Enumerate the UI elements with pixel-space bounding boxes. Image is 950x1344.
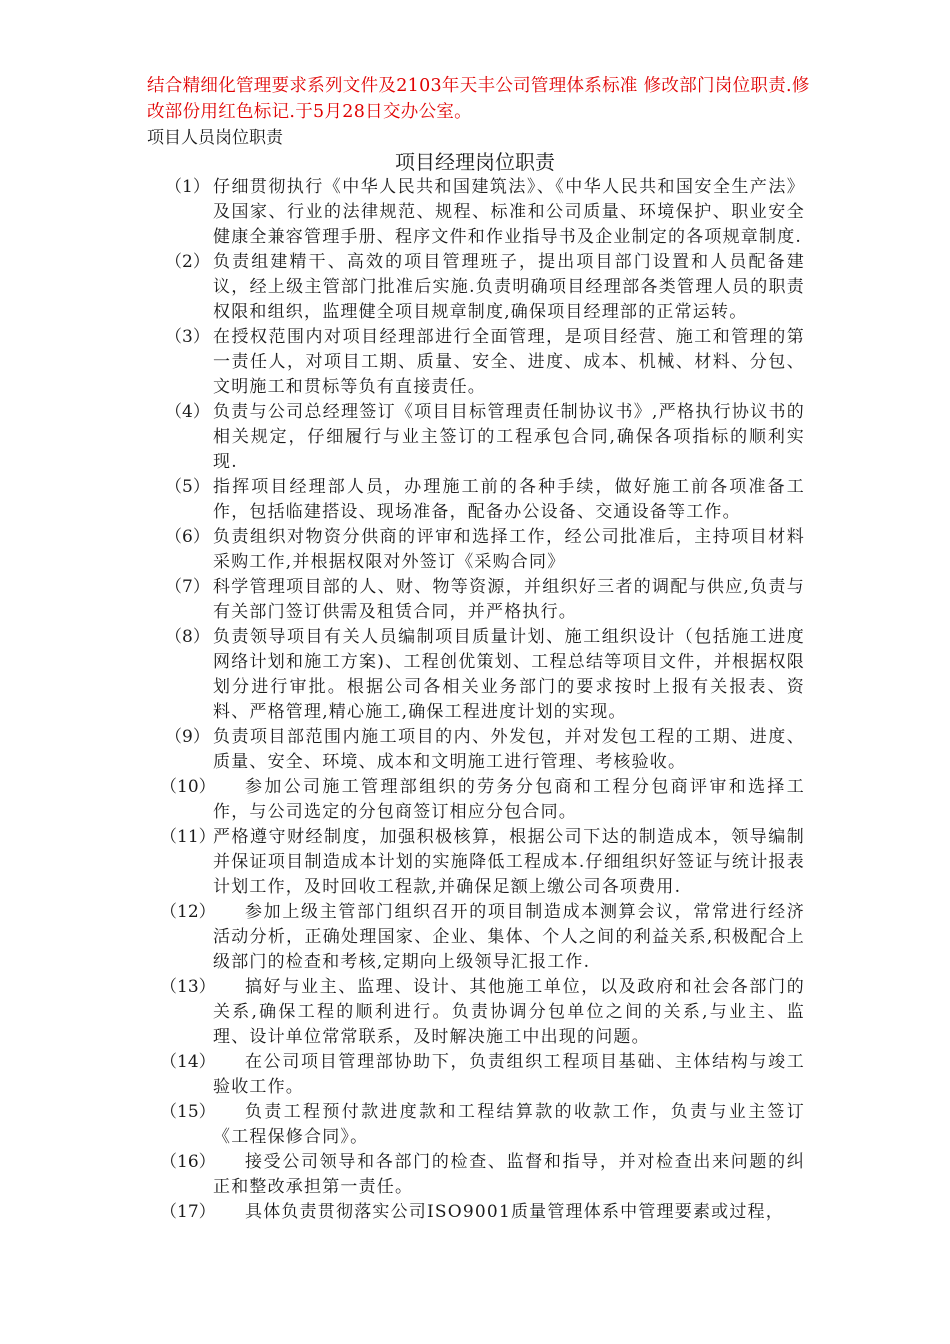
page-title: 项目经理岗位职责: [395, 150, 555, 174]
item-text: 仔细贯彻执行《中华人民共和国建筑法》、《中华人民共和国安全生产法》及国家、行业的法律规范、规程、标准和公司质量、环境保护、职业安全健康全兼容管理手册、程序文件和作业指导书及企业制定的各项规章制度.: [213, 177, 805, 247]
item-number: （11）: [160, 827, 216, 847]
list-item: [0, 400, 950, 475]
list-item: [0, 900, 950, 975]
list-item: [0, 1100, 950, 1150]
item-number: （6）: [165, 527, 210, 547]
item-text: 负责组织对物资分供商的评审和选择工作，经公司批准后，主持项目材料采购工作,并根据权限对外签订《采购合同》: [213, 527, 805, 572]
item-text: 严格遵守财经制度，加强积极核算，根据公司下达的制造成本，领导编制并保证项目制造成本计划的实施降低工程成本.仔细组织好签证与统计报表计划工作，及时回收工程款,并确保足额上缴公司各项费用.: [213, 827, 805, 897]
item-number: （12）: [160, 902, 216, 922]
item-number: （8）: [165, 627, 210, 647]
item-number: （2）: [165, 252, 210, 272]
item-text: 参加公司施工管理部组织的劳务分包商和工程分包商评审和选择工作，与公司选定的分包商签订相应分包合同。: [213, 777, 805, 822]
item-number: （4）: [165, 402, 210, 422]
item-number: （1）: [165, 177, 210, 197]
list-item: [0, 175, 950, 250]
item-number: （7）: [165, 577, 210, 597]
item-number: （14）: [160, 1052, 216, 1072]
list-item: [0, 1150, 950, 1200]
list-item: [0, 575, 950, 625]
item-number: （9）: [165, 727, 210, 747]
list-item: [0, 325, 950, 400]
item-text: 负责项目部范围内施工项目的内、外发包，并对发包工程的工期、进度、质量、安全、环境、成本和文明施工进行管理、考核验收。: [213, 727, 805, 772]
item-text: 参加上级主管部门组织召开的项目制造成本测算会议，常常进行经济活动分析，正确处理国家、企业、集体、个人之间的利益关系,积极配合上级部门的检查和考核,定期向上级领导汇报工作.: [213, 902, 805, 972]
list-item: [0, 975, 950, 1050]
item-number: （13）: [160, 977, 216, 997]
list-item: [0, 775, 950, 825]
item-number: （3）: [165, 327, 210, 347]
item-text: 负责领导项目有关人员编制项目质量计划、施工组织设计（包括施工进度网络计划和施工方案)、工程创优策划、工程总结等项目文件，并根据权限划分进行审批。根据公司各相关业务部门的要求按时上报有关报表、资料、严格管理,精心施工,确保工程进度计划的实现。: [213, 627, 805, 722]
item-number: （17）: [160, 1202, 216, 1222]
item-number: （16）: [160, 1152, 216, 1172]
item-text: 科学管理项目部的人、财、物等资源，并组织好三者的调配与供应,负责与有关部门签订供需及租赁合同，并严格执行。: [213, 577, 805, 622]
item-text: 在公司项目管理部协助下，负责组织工程项目基础、主体结构与竣工验收工作。: [213, 1052, 805, 1097]
list-item: [0, 1050, 950, 1100]
section-label: 项目人员岗位职责: [147, 128, 283, 148]
list-item: [0, 725, 950, 775]
item-text: 搞好与业主、监理、设计、其他施工单位，以及政府和社会各部门的关系,确保工程的顺利进行。负责协调分包单位之间的关系,与业主、监理、设计单位常常联系，及时解决施工中出现的问题。: [213, 977, 805, 1047]
item-text: 指挥项目经理部人员，办理施工前的各种手续，做好施工前各项准备工作，包括临建搭设、现场准备，配备办公设备、交通设备等工作。: [213, 477, 805, 522]
item-number: （5）: [165, 477, 210, 497]
item-text: 具体负责贯彻落实公司ISO9001质量管理体系中管理要素或过程，: [245, 1202, 784, 1222]
duty-list: [0, 175, 950, 1225]
list-item: [0, 525, 950, 575]
list-item: [0, 625, 950, 725]
item-number: （15）: [160, 1102, 216, 1122]
list-item: [0, 825, 950, 900]
list-item: [0, 1200, 950, 1225]
list-item: [0, 250, 950, 325]
item-text: 负责工程预付款进度款和工程结算款的收款工作，负责与业主签订《工程保修合同》。: [213, 1102, 805, 1147]
list-item: [0, 475, 950, 525]
item-text: 接受公司领导和各部门的检查、监督和指导，并对检查出来问题的纠正和整改承担第一责任。: [213, 1152, 805, 1197]
item-text: 负责与公司总经理签订《项目目标管理责任制协议书》,严格执行协议书的相关规定，仔细履行与业主签订的工程承包合同,确保各项指标的顺利实现.: [213, 402, 805, 472]
item-number: （10）: [160, 777, 216, 797]
revision-notice: 结合精细化管理要求系列文件及2103年天丰公司管理体系标准 修改部门岗位职责.修改部份用红色标记.于5月28日交办公室。: [147, 76, 810, 122]
item-text: 负责组建精干、高效的项目管理班子，提出项目部门设置和人员配备建议，经上级主管部门批准后实施.负责明确项目经理部各类管理人员的职责权限和组织，监理健全项目规章制度,确保项目经理部的正常运转。: [213, 252, 805, 322]
item-text: 在授权范围内对项目经理部进行全面管理，是项目经营、施工和管理的第一责任人，对项目工期、质量、安全、进度、成本、机械、材料、分包、文明施工和贯标等负有直接责任。: [213, 327, 805, 397]
